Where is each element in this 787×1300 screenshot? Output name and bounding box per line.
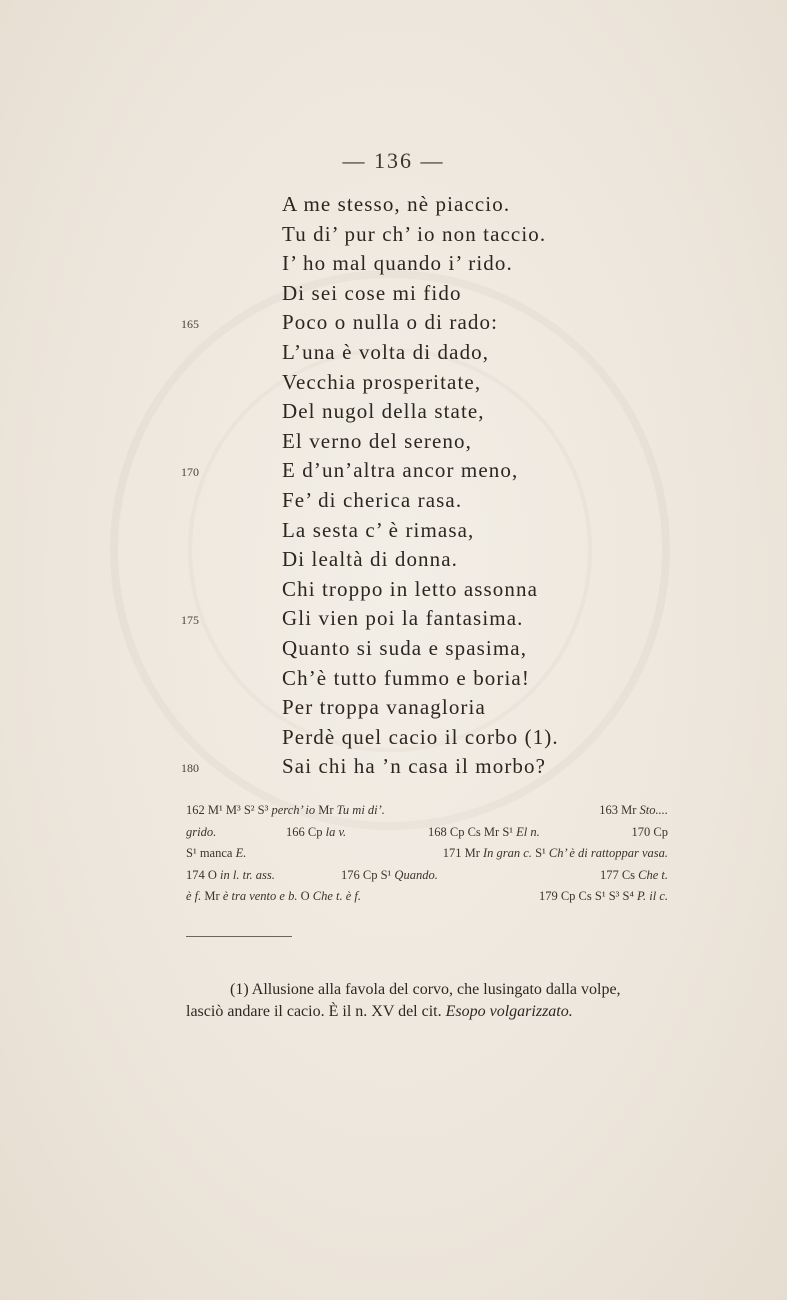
verse-line: Chi troppo in letto assonna xyxy=(282,576,539,601)
apparatus-note xyxy=(286,822,346,844)
verse-line: Fe’ di cherica rasa. xyxy=(282,487,463,512)
verse-line: Vecchia prosperitate, xyxy=(282,369,482,394)
apparatus-siglum: 170 Cp xyxy=(631,824,668,839)
verse-line: Del nugol della state, xyxy=(282,399,485,424)
verse-line: L’una è volta di dado, xyxy=(282,339,490,364)
apparatus-variant: Che t. xyxy=(638,867,668,882)
apparatus-siglum: S¹ xyxy=(531,846,549,860)
footnote-line xyxy=(186,1001,668,1023)
apparatus-siglum: 177 Cs xyxy=(599,867,639,882)
poem-text xyxy=(282,190,682,782)
verse-line: Di lealtà di donna. xyxy=(282,547,459,572)
verse-line: La sesta c’ è rimasa, xyxy=(282,517,475,542)
apparatus-siglum: O xyxy=(297,889,313,903)
apparatus-note xyxy=(341,865,438,887)
verse-line: Tu di’ pur ch’ io non taccio. xyxy=(282,221,547,246)
verse-line: Poco o nulla o di rado: xyxy=(282,310,499,335)
apparatus-variant: perch’ io xyxy=(271,803,316,817)
apparatus-variant: P. il c. xyxy=(636,889,668,903)
apparatus-variant: In gran c. xyxy=(482,846,532,860)
apparatus-note xyxy=(186,800,385,822)
apparatus-note xyxy=(428,822,540,844)
apparatus-variant: in l. tr. ass. xyxy=(220,867,275,882)
apparatus-note xyxy=(632,822,668,844)
verse-line: Gli vien poi la fantasima. xyxy=(282,606,524,631)
apparatus-siglum: 174 O xyxy=(186,867,221,882)
apparatus-note xyxy=(600,865,668,887)
apparatus-variant: Quando. xyxy=(394,867,438,882)
apparatus-line xyxy=(186,800,668,822)
apparatus-variant: è tra vento e b. xyxy=(222,889,298,903)
footnote-text: lasciò andare il cacio. È il n. XV del cit. xyxy=(186,1003,446,1020)
footnote-title: Esopo volgarizzato. xyxy=(445,1003,573,1020)
apparatus-variant: la v. xyxy=(325,824,347,839)
apparatus-siglum: Mr xyxy=(315,803,337,817)
verse-line: I’ ho mal quando i’ rido. xyxy=(282,251,513,276)
apparatus-note xyxy=(186,822,216,844)
verse-line: Perdè quel cacio il corbo (1). xyxy=(282,724,559,749)
page-number: — 136 — xyxy=(342,148,445,173)
apparatus-note xyxy=(443,843,668,865)
apparatus-siglum: 168 Cp Cs Mr S¹ xyxy=(428,824,517,839)
verse-line: Ch’è tutto fummo e boria! xyxy=(282,665,530,690)
footnote-divider xyxy=(186,936,292,937)
apparatus-siglum: 162 M¹ M³ S² S³ xyxy=(186,803,272,817)
apparatus-siglum: 166 Cp xyxy=(286,824,326,839)
footnote-line: (1) Allusione alla favola del corvo, che lusingato dalla volpe, xyxy=(230,981,621,998)
apparatus-note xyxy=(186,843,246,865)
apparatus-variant: grido. xyxy=(186,824,217,839)
apparatus-note xyxy=(539,886,668,908)
apparatus-variant: Ch’ è di rattoppar vasa. xyxy=(548,846,668,860)
apparatus-note xyxy=(186,865,275,887)
line-number: 180 xyxy=(181,761,199,776)
line-number: 165 xyxy=(181,317,199,332)
apparatus-line xyxy=(186,822,668,844)
verse-line: E d’un’altra ancor meno, xyxy=(282,458,519,483)
apparatus-note xyxy=(186,886,361,908)
apparatus-line xyxy=(186,886,668,908)
apparatus-siglum: 179 Cp Cs S¹ S³ S⁴ xyxy=(538,889,637,903)
apparatus-variant: Che t. è f. xyxy=(312,889,361,903)
apparatus-variant: El n. xyxy=(516,824,540,839)
verse-line: A me stesso, nè piaccio. xyxy=(282,192,511,216)
verse-line: Quanto si suda e spasima, xyxy=(282,635,528,660)
apparatus-line xyxy=(186,865,668,887)
critical-apparatus xyxy=(186,800,668,908)
line-number: 170 xyxy=(181,465,199,480)
apparatus-variant: Tu mi di’. xyxy=(336,803,385,817)
verse-line: Sai chi ha ’n casa il morbo? xyxy=(282,754,547,779)
apparatus-variant: è f. xyxy=(186,889,202,903)
line-number: 175 xyxy=(181,613,199,628)
apparatus-variant: Sto.... xyxy=(639,803,668,817)
apparatus-siglum: S¹ manca xyxy=(186,846,236,860)
footnote xyxy=(186,979,668,1023)
apparatus-line xyxy=(186,843,668,865)
verse-line: Per troppa vanagloria xyxy=(282,695,486,720)
apparatus-note xyxy=(599,800,668,822)
verse-line: El verno del sereno, xyxy=(282,428,472,453)
apparatus-siglum: 176 Cp S¹ xyxy=(341,867,395,882)
apparatus-siglum: 171 Mr xyxy=(442,846,483,860)
apparatus-siglum: Mr xyxy=(201,889,223,903)
verse-line: Di sei cose mi fido xyxy=(282,280,462,305)
apparatus-variant: E. xyxy=(235,846,247,860)
apparatus-siglum: 163 Mr xyxy=(599,803,640,817)
